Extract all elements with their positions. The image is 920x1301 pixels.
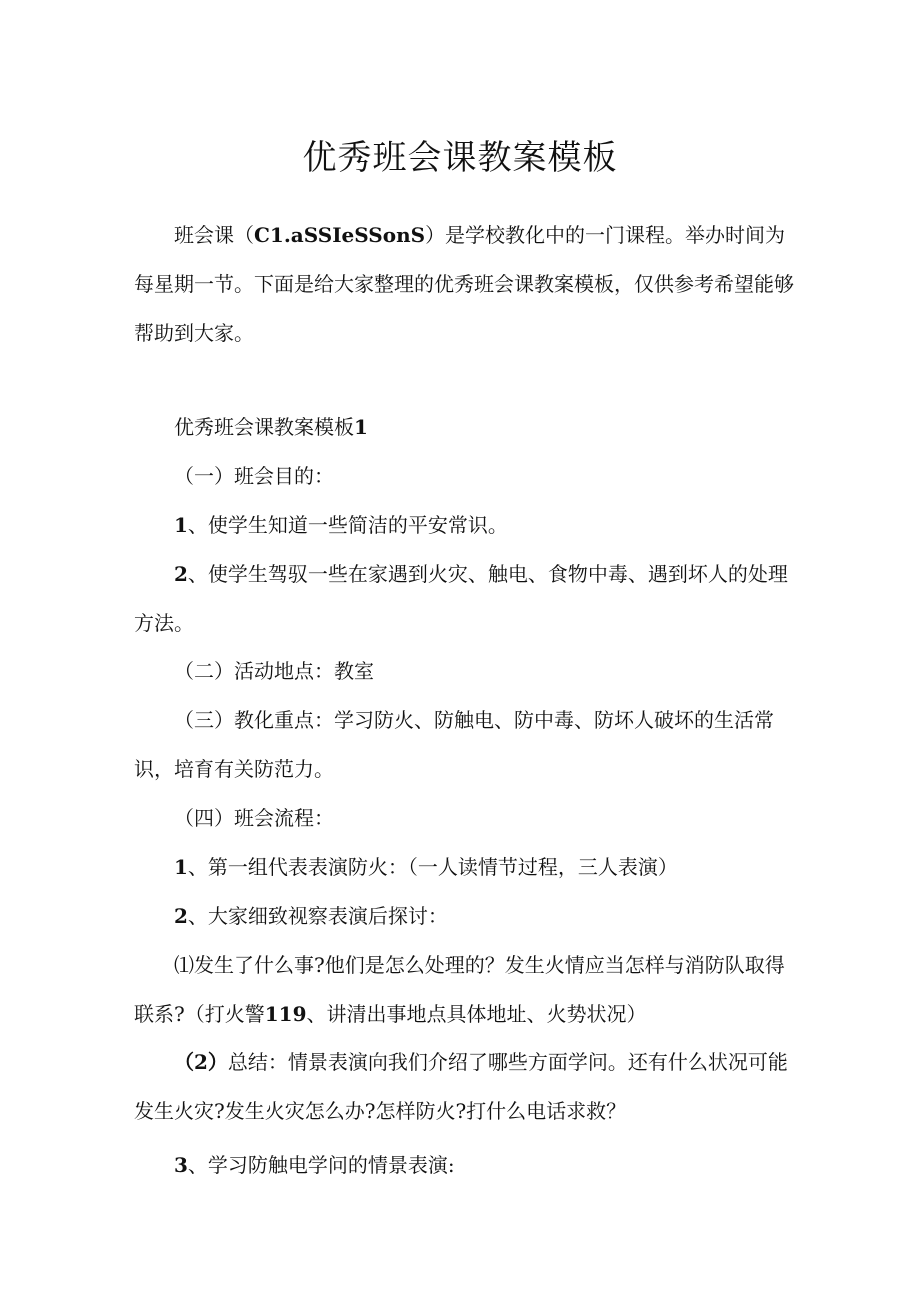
goal-item-2-text: 、使学生驾驭一些在家遇到火灾、触电、食物中毒、遇到坏人的处理方法。 bbox=[134, 562, 788, 635]
intro-paragraph bbox=[134, 211, 794, 358]
step-item-2 bbox=[134, 892, 794, 941]
question-1-text-after: 、讲清出事地点具体地址、火势状况） bbox=[306, 1002, 647, 1026]
step-item-2-number: 2 bbox=[174, 904, 188, 928]
question-2-text: 总结：情景表演向我们介绍了哪些方面学问。还有什么状况可能发生火灾?发生火灾怎么办?怎样防火?打什么电话求救？ bbox=[134, 1050, 788, 1123]
location-line: （二）活动地点：教室 bbox=[174, 659, 374, 683]
question-1-text-before: ⑴发生了什么事?他们是怎么处理的？发生火情应当怎样与消防队取得联系?（打火警 bbox=[134, 953, 785, 1026]
goal-item-1 bbox=[134, 501, 794, 550]
goal-item-1-number: 1 bbox=[174, 513, 188, 537]
section-heading bbox=[134, 403, 794, 452]
step-item-1-text: 、第一组代表表演防火：（一人读情节过程，三人表演） bbox=[187, 855, 678, 879]
goal-item-2 bbox=[134, 550, 794, 648]
intro-text-after: ）是学校教化中的一门课程。举办时间为每星期一节。下面是给大家整理的优秀班会课教案模板，仅供参考希望能够帮助到大家。 bbox=[134, 223, 794, 345]
section-heading-number: 1 bbox=[354, 415, 368, 439]
intro-english-term: C1.aSSIeSSonS bbox=[254, 223, 426, 247]
step-item-1 bbox=[134, 843, 794, 892]
step-item-3 bbox=[134, 1141, 794, 1190]
step-item-1-number: 1 bbox=[174, 855, 188, 879]
intro-text-before: 班会课（ bbox=[174, 223, 254, 247]
goal-heading: （一）班会目的： bbox=[174, 464, 334, 488]
document-title: 优秀班会课教案模板 bbox=[302, 138, 618, 178]
question-1-number: 119 bbox=[264, 1002, 307, 1026]
question-1 bbox=[134, 941, 794, 1039]
step-item-3-text: 、学习防触电学问的情景表演: bbox=[187, 1153, 455, 1177]
focus-paragraph: （三）教化重点：学习防火、防触电、防中毒、防坏人破坏的生活常识，培育有关防范力。 bbox=[134, 708, 774, 781]
step-item-3-number: 3 bbox=[174, 1153, 188, 1177]
process-heading: （四）班会流程： bbox=[174, 806, 334, 830]
step-item-2-text: 、大家细致视察表演后探讨： bbox=[187, 904, 448, 928]
section-heading-text: 优秀班会课教案模板 bbox=[174, 415, 354, 439]
goal-item-1-text: 、使学生知道一些简洁的平安常识。 bbox=[187, 513, 508, 537]
goal-item-2-number: 2 bbox=[174, 562, 188, 586]
question-2-number: （2） bbox=[174, 1050, 228, 1074]
question-2 bbox=[134, 1038, 794, 1136]
